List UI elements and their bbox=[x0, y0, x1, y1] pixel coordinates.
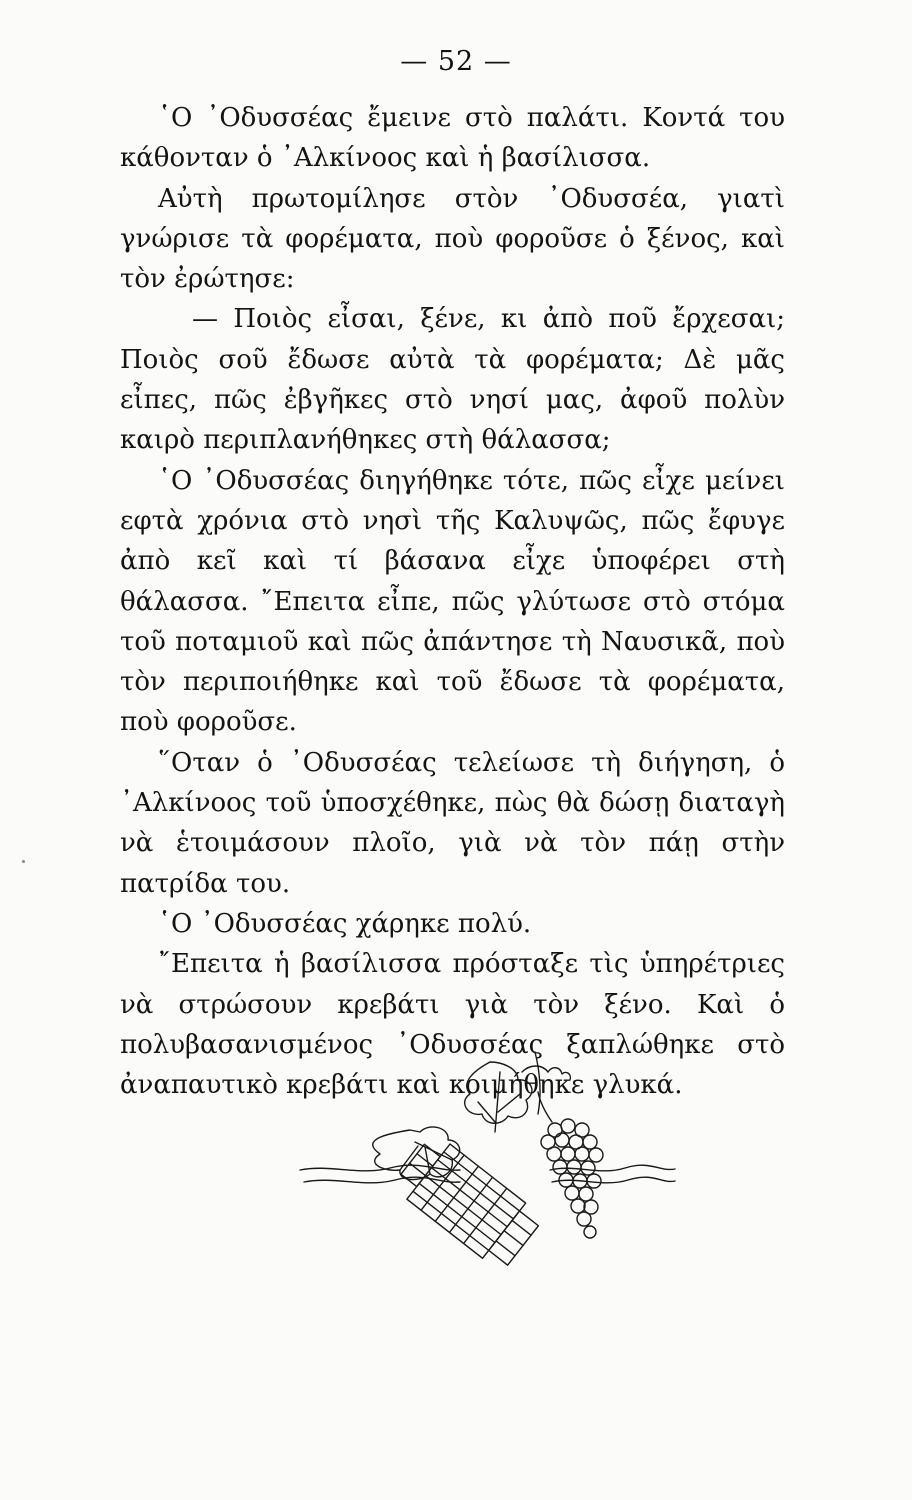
paragraph: ῾Ο ᾿Οδυσσέας χάρηκε πολύ. bbox=[158, 908, 532, 939]
paragraph: Αὐτὴ πρωτομίλησε στὸν ᾿Οδυσσέα, γιατὶ γνώρισε τὰ φορέματα, ποὺ φοροῦσε ὁ ξένος, καὶ τὸν ἐρώτησε: bbox=[120, 183, 785, 295]
paragraph: ῾Ο ᾿Οδυσσέας διηγήθηκε τότε, πῶς εἶχε μείνει εφτὰ χρόνια στὸ νησὶ τῆς Καλυψῶς, πῶς ἔφυγε ἀπὸ κεῖ καὶ τί βάσανα εἶχε ὑποφέρει στὴ θάλασσα. ῎Επειτα εἶπε, πῶς γλύτωσε στὸ στόμα τοῦ ποταμιοῦ καὶ πῶς ἀπάντησε τὴ Ναυσικᾶ, ποὺ τὸν περιποιήθηκε καὶ τοῦ ἔδωσε τὰ φορέματα, ποὺ φοροῦσε. bbox=[120, 465, 785, 738]
paragraph: ῞Οταν ὁ ᾿Οδυσσέας τελείωσε τὴ διήγηση, ὁ ᾿Αλκίνοος τοῦ ὑποσχέθηκε, πὼς θὰ δώσῃ διαταγὴ νὰ ἑτοιμάσουν πλοῖο, γιὰ νὰ τὸν πάῃ στὴν πατρίδα του. bbox=[120, 747, 785, 899]
panpipes-grapes-icon bbox=[290, 1042, 680, 1292]
paragraph-dialogue: — Ποιὸς εἶσαι, ξένε, κι ἀπὸ ποῦ ἔρχεσαι; Ποιὸς σοῦ ἔδωσε αὐτὰ τὰ φορέματα; Δὲ μᾶς εἶπες, πῶς ἐβγῆκες στὸ νησί μας, ἀφοῦ πολὺν καιρὸ περιπλανήθηκες στὴ θάλασσα; bbox=[120, 304, 785, 456]
page-number: — 52 — bbox=[400, 46, 512, 77]
paragraph: ῎Επειτα ἡ βασίλισσα πρόσταξε τὶς ὑπηρέτριες νὰ στρώσουν κρεβάτι γιὰ τὸν ξένο. Καὶ ὁ πολυβασανισμένος ᾿Οδυσσέας ξαπλώθηκε στὸ ἀναπαυτικὸ κρεβάτι καὶ κοιμήθηκε γλυκά. bbox=[120, 949, 785, 1101]
paragraph: ῾Ο ᾿Οδυσσέας ἔμεινε στὸ παλάτι. Κοντά του κάθονταν ὁ ᾿Αλκίνοος καὶ ἡ βασίλισσα. bbox=[120, 103, 785, 174]
text-body bbox=[120, 98, 785, 1105]
print-speck bbox=[22, 860, 25, 863]
